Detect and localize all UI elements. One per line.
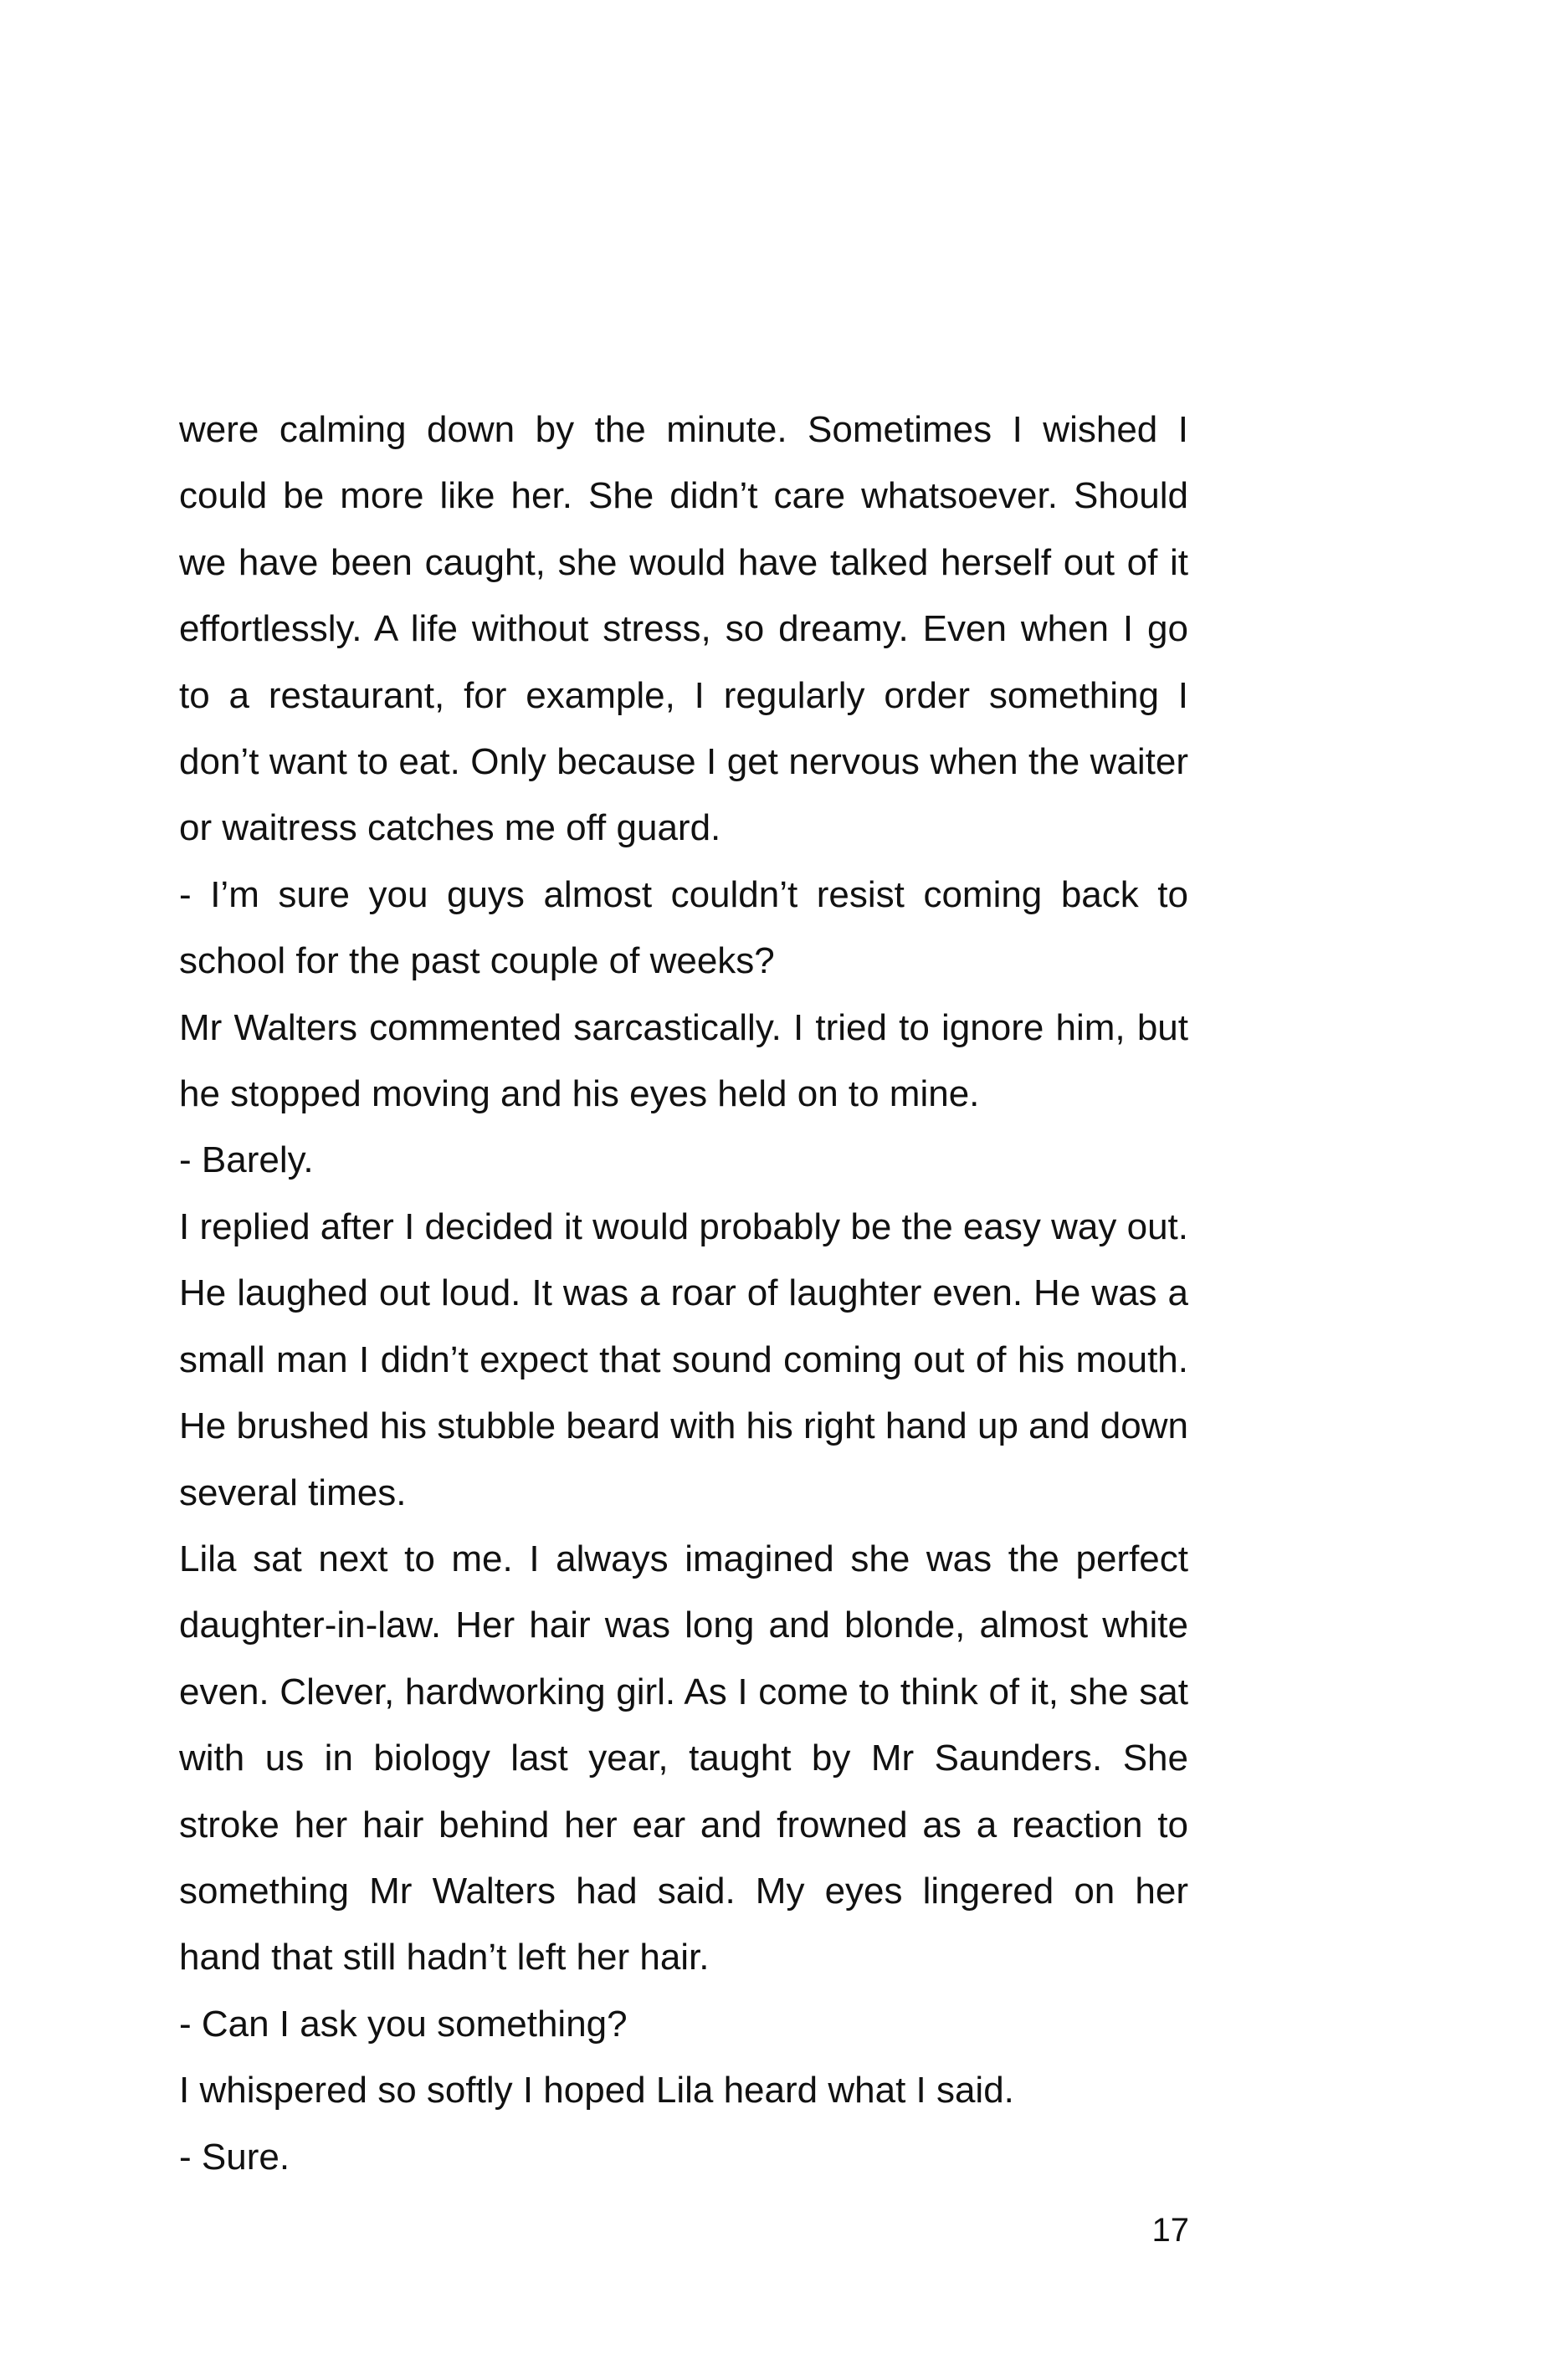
paragraph: I replied after I decided it would probably be the easy way out. He laughed out loud. It was a roar of laughter even. He was a small man I didn’t expect that sound coming out of his mouth. He brushed his stubble beard with his right hand up and down several times.	[179, 1205, 1188, 1513]
dialogue-line: - Barely.	[179, 1139, 314, 1181]
paragraph: Mr Walters commented sarcastically. I tried to ignore him, but he stopped moving and his eyes held on to mine.	[179, 1006, 1188, 1115]
dialogue-line: - I’m sure you guys almost couldn’t resist coming back to school for the past couple of weeks?	[179, 873, 1188, 982]
dialogue-line: - Can I ask you something?	[179, 2003, 628, 2045]
dialogue-line: - Sure.	[179, 2136, 290, 2178]
body-text	[179, 397, 1188, 2190]
paragraph: were calming down by the minute. Sometimes I wished I could be more like her. She didn’t care whatsoever. Should we have been caught, she would have talked herself out of it effortlessly. A life without stress, so dreamy. Even when I go to a restaurant, for example, I regularly order something I don’t want to eat. Only because I get nervous when the waiter or waitress catches me off guard.	[179, 409, 1188, 849]
page-number: 17	[1151, 2212, 1189, 2249]
paragraph: Lila sat next to me. I always imagined she was the perfect daughter-in-law. Her hair was long and blonde, almost white even. Clever, hardworking girl. As I come to think of it, she sat with us in biology last year, taught by Mr Saunders. She stroke her hair behind her ear and frowned as a reaction to something Mr Walters had said. My eyes lingered on her hand that still hadn’t left her hair.	[179, 1538, 1188, 1978]
paragraph: I whispered so softly I hoped Lila heard what I said.	[179, 2070, 1014, 2111]
